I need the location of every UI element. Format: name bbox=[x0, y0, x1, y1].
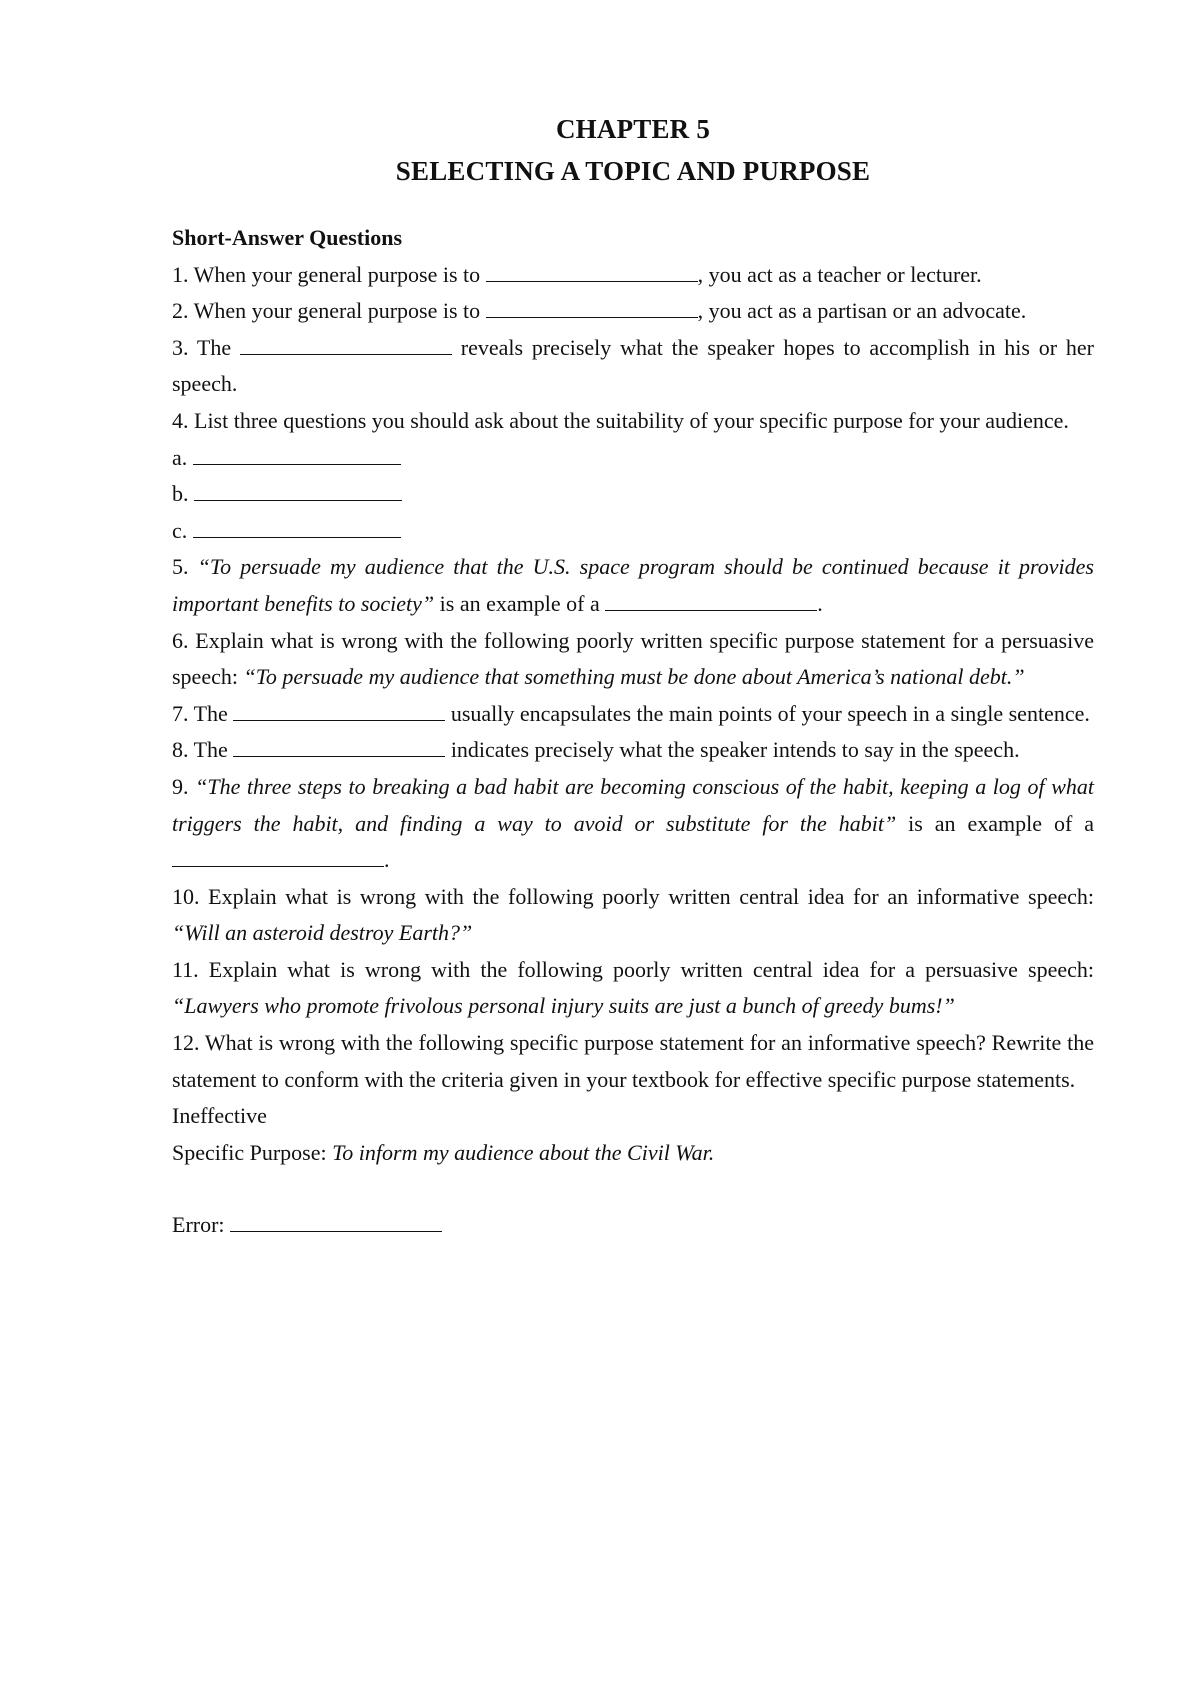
answer-blank-error[interactable] bbox=[230, 1213, 442, 1232]
question-6 bbox=[172, 623, 1094, 696]
question-10 bbox=[172, 879, 1094, 952]
question-4-text: 4. List three questions you should ask about the suitability of your specific purpose for your audience. bbox=[172, 407, 1069, 433]
question-5-text: is an example of a bbox=[434, 590, 606, 616]
question-11-quote: “Lawyers who promote frivolous personal injury suits are just a bunch of greedy bums!” bbox=[172, 993, 955, 1019]
item-label-c: c. bbox=[172, 517, 193, 543]
specific-purpose-line bbox=[172, 1135, 1094, 1172]
question-1-text: 1. When your general purpose is to bbox=[172, 261, 486, 287]
question-4-item-b bbox=[172, 476, 1094, 513]
question-8-text: 8. The bbox=[172, 737, 234, 763]
specific-purpose-label: Specific Purpose: bbox=[172, 1139, 333, 1165]
question-2-text: 2. When your general purpose is to bbox=[172, 298, 486, 324]
item-label-b: b. bbox=[172, 481, 194, 507]
answer-blank-5[interactable] bbox=[605, 592, 817, 611]
question-10-text: 10. Explain what is wrong with the following poorly written central idea for an informative speech: bbox=[172, 883, 1094, 909]
question-3-text-end: reveals precisely what the speaker hopes to accomplish in his or her speech. bbox=[172, 334, 1095, 397]
question-1 bbox=[172, 257, 1094, 294]
question-9 bbox=[172, 769, 1094, 879]
question-12-text: 12. What is wrong with the following specific purpose statement for an informative speech? Rewrite the statement to conform with the criteria given in your textbook for effective specific purpose statements. bbox=[172, 1030, 1094, 1092]
question-12 bbox=[172, 1025, 1094, 1098]
answer-blank-7[interactable] bbox=[233, 702, 445, 721]
question-9-text: is an example of a bbox=[896, 810, 1094, 836]
answer-blank-9[interactable] bbox=[172, 848, 384, 867]
ineffective-label: Ineffective bbox=[172, 1103, 267, 1129]
answer-blank-4a[interactable] bbox=[193, 446, 401, 465]
answer-blank-4b[interactable] bbox=[194, 482, 402, 501]
question-5 bbox=[172, 549, 1094, 622]
question-11-text: 11. Explain what is wrong with the following poorly written central idea for a persuasive speech: bbox=[172, 956, 1094, 982]
question-6-text: 6. Explain what is wrong with the following poorly written specific purpose statement for a persuasive speech: bbox=[172, 627, 1094, 690]
question-4-item-a bbox=[172, 440, 1094, 477]
error-label: Error: bbox=[172, 1212, 231, 1238]
question-7 bbox=[172, 696, 1094, 733]
error-line bbox=[172, 1207, 1094, 1244]
question-9-quote: “The three steps to breaking a bad habit are becoming conscious of the habit, keeping a log of what triggers the habit, and finding a way to avoid or substitute for the habit” bbox=[172, 773, 1095, 836]
chapter-title: SELECTING A TOPIC AND PURPOSE bbox=[395, 156, 871, 186]
answer-blank-8[interactable] bbox=[233, 738, 445, 757]
question-4-item-c bbox=[172, 513, 1094, 550]
answer-blank-1[interactable] bbox=[486, 263, 698, 282]
specific-purpose-text: To inform my audience about the Civil War. bbox=[332, 1139, 715, 1165]
question-3-text: 3. The bbox=[172, 334, 240, 360]
section-label: Short-Answer Questions bbox=[172, 225, 403, 250]
item-label-a: a. bbox=[172, 444, 193, 470]
question-9-period: . bbox=[384, 847, 390, 873]
question-5-quote: “To persuade my audience that the U.S. space program should be continued because it provides important benefits to society” bbox=[172, 554, 1094, 616]
question-3 bbox=[172, 330, 1094, 403]
question-1-text-end: , you act as a teacher or lecturer. bbox=[697, 261, 982, 287]
answer-blank-4c[interactable] bbox=[193, 519, 401, 538]
question-4 bbox=[172, 403, 1094, 440]
question-7-text: 7. The bbox=[172, 700, 234, 726]
question-list bbox=[172, 257, 1094, 1244]
question-10-quote: “Will an asteroid destroy Earth?” bbox=[172, 920, 473, 946]
question-6-quote: “To persuade my audience that something must be done about America’s national debt.” bbox=[243, 664, 1025, 690]
spacer bbox=[172, 1171, 1094, 1207]
answer-blank-2[interactable] bbox=[486, 299, 698, 318]
question-2 bbox=[172, 293, 1094, 330]
question-7-text-end: usually encapsulates the main points of your speech in a single sentence. bbox=[445, 700, 1090, 726]
question-5-number: 5. bbox=[172, 554, 198, 580]
question-11 bbox=[172, 952, 1094, 1025]
question-9-number: 9. bbox=[172, 773, 196, 799]
answer-blank-3[interactable] bbox=[240, 336, 452, 355]
question-8 bbox=[172, 732, 1094, 769]
chapter-heading: CHAPTER 5 bbox=[555, 114, 711, 144]
question-2-text-end: , you act as a partisan or an advocate. bbox=[697, 298, 1027, 324]
question-8-text-end: indicates precisely what the speaker intends to say in the speech. bbox=[445, 737, 1020, 763]
question-5-period: . bbox=[817, 590, 823, 616]
